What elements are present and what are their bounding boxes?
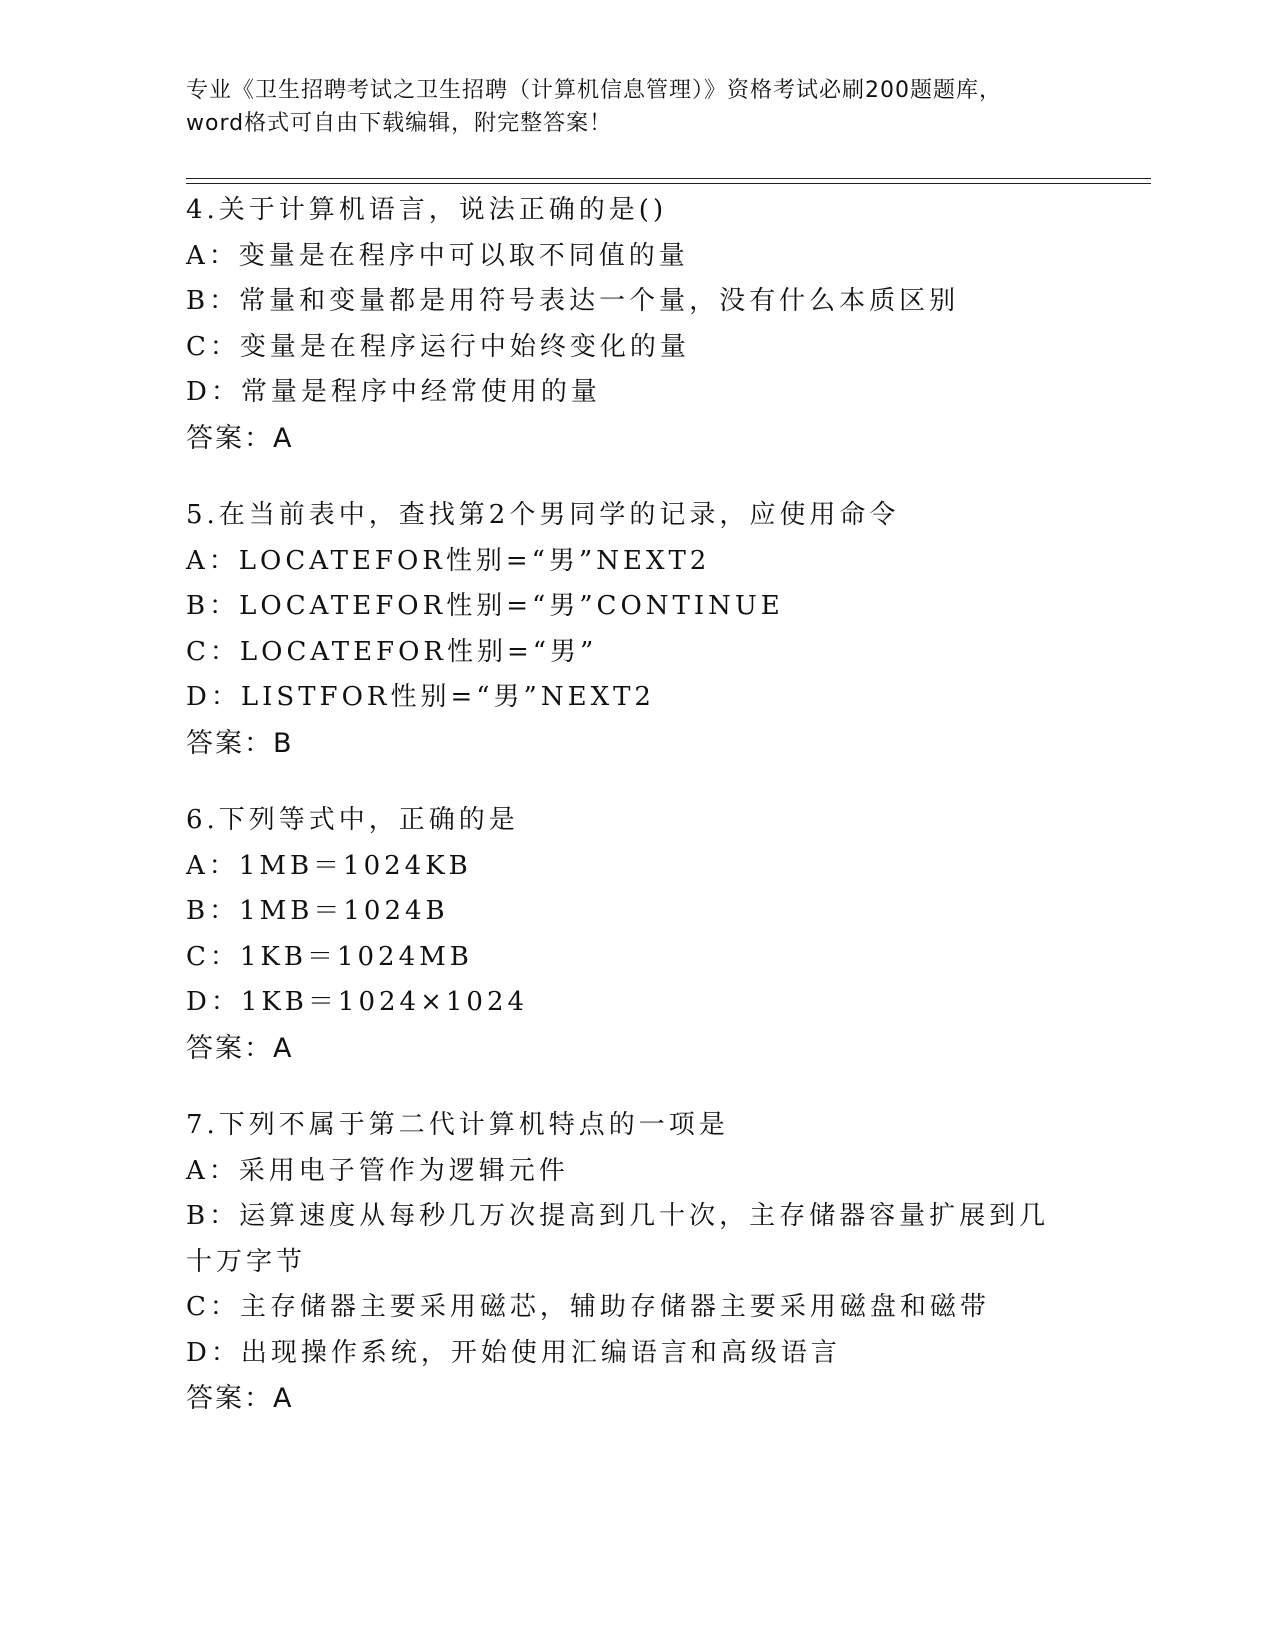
answer-label: 答案：A bbox=[186, 422, 294, 454]
answer-label: 答案：A bbox=[186, 1032, 294, 1064]
option-b: B：1MB＝1024B bbox=[186, 896, 449, 926]
option-c: C：LOCATEFOR性别=“男” bbox=[186, 636, 598, 667]
option-b: B：LOCATEFOR性别=“男”CONTINUE bbox=[186, 591, 784, 621]
option-b: B：常量和变量都是用符号表达一个量，没有什么本质区别 bbox=[186, 286, 960, 316]
question-stem: 5.在当前表中，查找第2个男同学的记录，应使用命令 bbox=[186, 500, 900, 530]
option-a: A：采用电子管作为逻辑元件 bbox=[186, 1155, 569, 1186]
option-c: C：主存储器主要采用磁芯，辅助存储器主要采用磁盘和磁带 bbox=[186, 1292, 990, 1322]
question-stem: 7.下列不属于第二代计算机特点的一项是 bbox=[186, 1110, 729, 1140]
header-divider-top bbox=[186, 178, 1151, 179]
question-list bbox=[186, 188, 1086, 1454]
option-d: D：常量是程序中经常使用的量 bbox=[186, 377, 601, 407]
option-a: A：1MB＝1024KB bbox=[186, 850, 472, 881]
question-6 bbox=[186, 798, 1086, 1071]
question-stem: 4.关于计算机语言，说法正确的是() bbox=[186, 195, 668, 225]
option-b: B：运算速度从每秒几万次提高到几十次，主存储器容量扩展到几十万字节 bbox=[186, 1201, 1050, 1277]
option-d: D：1KB＝1024×1024 bbox=[186, 987, 529, 1017]
option-c: C：1KB＝1024MB bbox=[186, 941, 473, 972]
option-d: D：出现操作系统，开始使用汇编语言和高级语言 bbox=[186, 1337, 841, 1368]
option-d: D：LISTFOR性别=“男”NEXT2 bbox=[186, 682, 655, 712]
option-a: A：变量是在程序中可以取不同值的量 bbox=[186, 240, 689, 271]
answer-label: 答案：A bbox=[186, 1383, 294, 1414]
question-4 bbox=[186, 188, 1086, 461]
question-7 bbox=[186, 1103, 1086, 1422]
answer-label: 答案：B bbox=[186, 727, 294, 759]
header-divider-bottom bbox=[186, 183, 1151, 184]
option-c: C：变量是在程序运行中始终变化的量 bbox=[186, 331, 690, 362]
header-line-2: word格式可自由下载编辑，附完整答案！ bbox=[186, 111, 613, 136]
question-5 bbox=[186, 493, 1086, 766]
header-line-1: 专业《卫生招聘考试之卫生招聘（计算机信息管理）》资格考试必刷200题题库， bbox=[186, 78, 1002, 103]
option-a: A：LOCATEFOR性别=“男”NEXT2 bbox=[186, 545, 711, 576]
document-header bbox=[186, 74, 1086, 140]
question-stem: 6.下列等式中，正确的是 bbox=[186, 805, 519, 835]
